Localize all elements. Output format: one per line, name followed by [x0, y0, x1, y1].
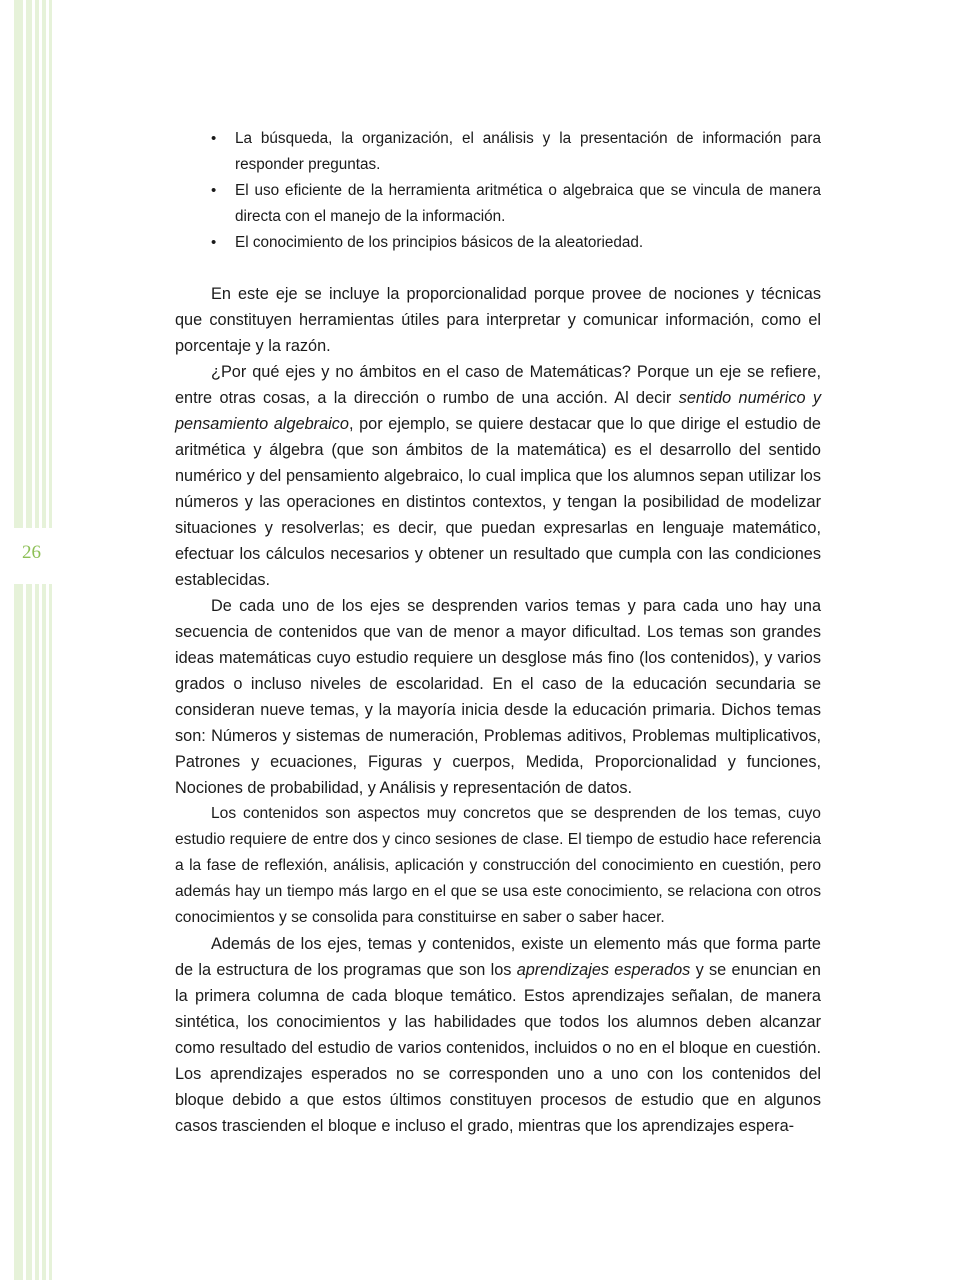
bullet-list — [211, 126, 821, 256]
emphasis-text: sentido numérico y pensamiento algebraico — [175, 389, 822, 433]
margin-stripe — [49, 0, 52, 1280]
bullet-dot-icon: • — [211, 234, 217, 251]
bullet-item — [211, 178, 821, 230]
bullet-text: El uso eficiente de la herramienta aritmética o algebraica que se vincula de manera directa con el manejo de la información. — [235, 182, 821, 225]
paragraph-text: , por ejemplo, se quiere destacar que lo que dirige el estudio de aritmética y álgebra (que son ámbitos de la matemática) es el desarrollo del sentido numérico y del pensamiento algebraico, lo cual implica que los alumnos sepan utilizar los números y las operaciones en distintos contextos, y tengan la posibilidad de modelizar situaciones y resolverlas; es decir, que puedan expresarlas en lenguaje matemático, efectuar los cálculos necesarios y obtener un resultado que cumpla con las condiciones establecidas. — [175, 415, 821, 589]
bullet-dot-icon: • — [211, 130, 217, 147]
paragraph-text: ¿Por qué ejes y no ámbitos en el caso de Matemáticas? Porque un eje se refiere, entre otras cosas, a la dirección o rumbo de una acción. Al decir — [175, 363, 821, 407]
bullet-text: La búsqueda, la organización, el análisis y la presentación de información para responder preguntas. — [235, 130, 821, 173]
paragraph-contenidos: Los contenidos son aspectos muy concretos que se desprenden de los temas, cuyo estudio requiere de entre dos y cinco sesiones de clase. El tiempo de estudio hace referencia a la fase de reflexión, análisis, aplicación y construcción del conocimiento en cuestión, pero además hay un tiempo más largo en el que se usa este conocimiento, se relaciona con otros conocimientos y se consolida para constituirse en saber o saber hacer. — [175, 805, 821, 926]
bullet-item — [211, 230, 821, 256]
margin-stripe — [26, 0, 32, 1280]
paragraph-ejes — [175, 359, 821, 593]
paragraph-text: Además de los ejes, temas y contenidos, existe un elemento más que forma parte de la estructura de los programas que son los — [175, 935, 821, 979]
paragraph-aprendizajes — [175, 931, 821, 1139]
margin-stripe — [35, 0, 39, 1280]
paragraph-proporcionalidad: En este eje se incluye la proporcionalidad porque provee de nociones y técnicas que constituyen herramientas útiles para interpretar y comunicar información, como el porcentaje y la razón. — [175, 285, 821, 355]
bullet-item — [211, 126, 821, 178]
bullet-dot-icon: • — [211, 182, 217, 199]
emphasis-text: aprendizajes esperados — [516, 961, 691, 979]
body-text — [175, 281, 821, 1139]
bullet-text: El conocimiento de los principios básicos de la aleatoriedad. — [235, 234, 644, 251]
paragraph-temas: De cada uno de los ejes se desprenden varios temas y para cada uno hay una secuencia de contenidos que van de menor a mayor dificultad. Los temas son grandes ideas matemáticas cuyo estudio requiere un desglose más fino (los contenidos), y varios grados o incluso niveles de escolaridad. En el caso de la educación secundaria se consideran nueve temas, y la mayoría inicia desde la educación primaria. Dichos temas son: Números y sistemas de numeración, Problemas aditivos, Problemas multiplicativos, Patrones y ecuaciones, Figuras y cuerpos, Medida, Proporcionalidad y funciones, Nociones de probabilidad, y Análisis y representación de datos. — [175, 597, 821, 797]
paragraph-text: y se enuncian en la primera columna de cada bloque temático. Estos aprendizajes señalan, de manera sintética, los conocimientos y las habilidades que todos los alumnos deben alcanzar como resultado del estudio de varios contenidos, incluidos o no en el bloque en cuestión. Los aprendizajes esperados no se corresponden uno a uno con los contenidos del bloque debido a que estos últimos constituyen procesos de estudio que en algunos casos trascienden el bloque e incluso el grado, mientras que los aprendizajes espera- — [175, 961, 821, 1135]
margin-stripe — [14, 0, 23, 1280]
margin-stripe — [42, 0, 46, 1280]
page-number: 26 — [22, 542, 41, 563]
